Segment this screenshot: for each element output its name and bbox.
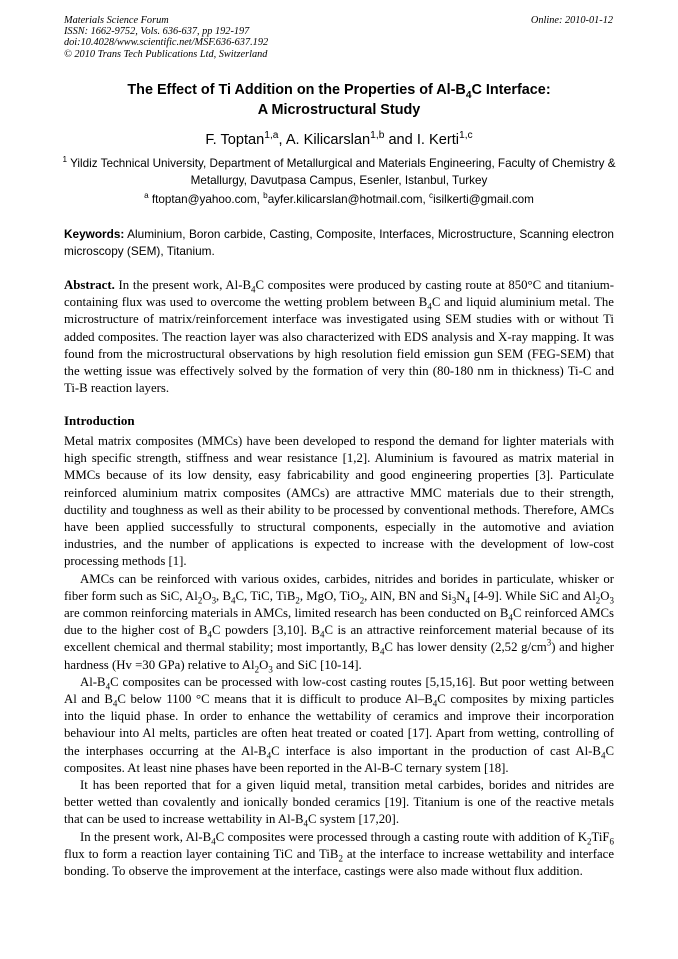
paragraph: In the present work, $Al-B_4C$ composites were processed through a casting route with addition of $K_2TiF_6$ flux to form a reaction layer containing TiC and TiB$_2$ at the interface to increase wettability and interface bonding. To observe the improvement at the interface, castings were also made without flux addition. — [64, 829, 614, 879]
abstract-label: Abstract. — [64, 278, 115, 292]
doi-line: doi:10.4028/www.scientific.net/MSF.636-637.192 — [64, 37, 269, 49]
paragraph: AMCs can be reinforced with various oxides, carbides, nitrides and borides in particulate, whisker or fiber form such as SiC, $Al_2O_3$, $B_4C$, TiC, TiB$_2$, MgO, TiO$_2$, AlN, BN and $Si_3N_4$ [4-9]. While SiC and $Al_2O_3$ are common reinforcing materials in AMCs, limited research has been conducted on $B_4C$ reinforced AMCs due to the higher cost of $B_4C$ powders [3,10]. $B_4C$ is an attractive reinforcement material because of its excellent chemical and thermal stability; most importantly, $B_4C$ has lower density (2,52 $g/cm^3$) and higher hardness (Hv =30 GPa) relative to $Al_2O_3$ and SiC [10-14]. — [64, 571, 614, 675]
email-link[interactable]: ftoptan@yahoo.com, — [148, 193, 264, 206]
author-name: A. Kilicarslan — [285, 132, 371, 148]
journal-name: Materials Science Forum — [64, 15, 169, 26]
author-name: F. Toptan — [205, 132, 265, 148]
keywords-label: Keywords: — [64, 227, 125, 241]
paragraph: Metal matrix composites (MMCs) have been developed to respond the demand for lighter materials with high specific strength, stiffness and wear resistance [1,2]. Aluminium is favoured as matrix material in MMCs because of its low density, easy fabricability and good engineering properties [3]. Particulate reinforced aluminium matrix composites (AMCs) are attractive MMC materials due to their strength, ductility and toughness as well as their ability to be processed by conventional methods. Therefore, AMCs have been applied successfully to structural components, especially in the automotive and aviation industries, and the number of applications is expected to increase with the development of low-cost processing methods [1]. — [64, 434, 614, 569]
affiliation: $^1$ Yildiz Technical University, Department of Metallurgical and Materials Engineering, Faculty of Chemistry & Metallurgy, Davutpasa Campus, Esenler, Istanbul, Turkey — [62, 155, 616, 187]
author-name: I. Kerti — [416, 132, 460, 148]
keywords: Keywords: Aluminium, Boron carbide, Casting, Composite, Interfaces, Microstructure, Scanning electron microscopy (SEM), Titanium. — [64, 227, 614, 259]
paper-title — [40, 80, 638, 120]
email-link[interactable]: ayfer.kilicarslan@hotmail.com, — [267, 193, 429, 206]
paragraph: $Al-B_4C$ composites can be processed with low-cost casting routes [5,15,16]. But poor wetting between Al and $B_4C$ below 1100 °C means that it is difficult to produce $Al-B_4C$ composites by mixing particles into the liquid phase. In order to enhance the wettability of ceramics and improve their incorporation behaviour into Al melts, particles are often heat treated or coated [17]. Apart from wetting, controlling of the interphases occurring at the $Al-B_4C$ interface is also important in the production of cast $Al-B_4C$ composites. At least nine phases have been reported in the Al-B-C ternary system [18]. — [64, 674, 614, 775]
online-date: Online: 2010-01-12 — [530, 15, 613, 26]
author-list: F. Toptan$^{1,a}$, A. Kilicarslan$^{1,b}$ and I. Kerti$^{1,c}$ — [205, 130, 473, 148]
author-emails: $^a$ ftoptan@yahoo.com, $^b$ayfer.kilicarslan@hotmail.com, $^c$isilkerti@gmail.com — [144, 191, 534, 206]
title-line-2: A Microstructural Study — [257, 102, 421, 118]
journal-header — [64, 15, 268, 60]
copyright-line: © 2010 Trans Tech Publications Ltd, Switzerland — [64, 48, 268, 60]
section-heading: Introduction — [64, 413, 135, 428]
title-line-1: The Effect of Ti Addition on the Properties of $Al-B_4C$ Interface: — [127, 82, 551, 101]
paragraph: It has been reported that for a given liquid metal, transition metal carbides, borides and nitrides are better wetted than covalently and ionically bonded ceramics [19]. Titanium is one of the reactive metals that can be used to increase wettability in $Al-B_4C$ system [17,20]. — [64, 778, 614, 830]
abstract: Abstract. In the present work, $Al-B_4C$ composites were produced by casting route at 850°C and titanium-containing flux was used to overcome the wetting problem between $B_4C$ and liquid aluminium metal. The microstructure of matrix/reinforcement interface was investigated using SEM studies with or without Ti added composites. The reaction layer was also characterized with EDS analysis and X-ray mapping. It was found from the microstructural observations by high resolution field emission gun SEM (FEG-SEM) that the wetting issue was effectively solved by the formation of very thin (80-180 nm in thickness) Ti-C and Ti-B reaction layers. — [64, 278, 614, 396]
email-link[interactable]: isilkerti@gmail.com — [433, 193, 534, 206]
issn-line: ISSN: 1662-9752, Vols. 636-637, pp 192-197 — [64, 26, 250, 38]
introduction-body — [64, 433, 614, 880]
